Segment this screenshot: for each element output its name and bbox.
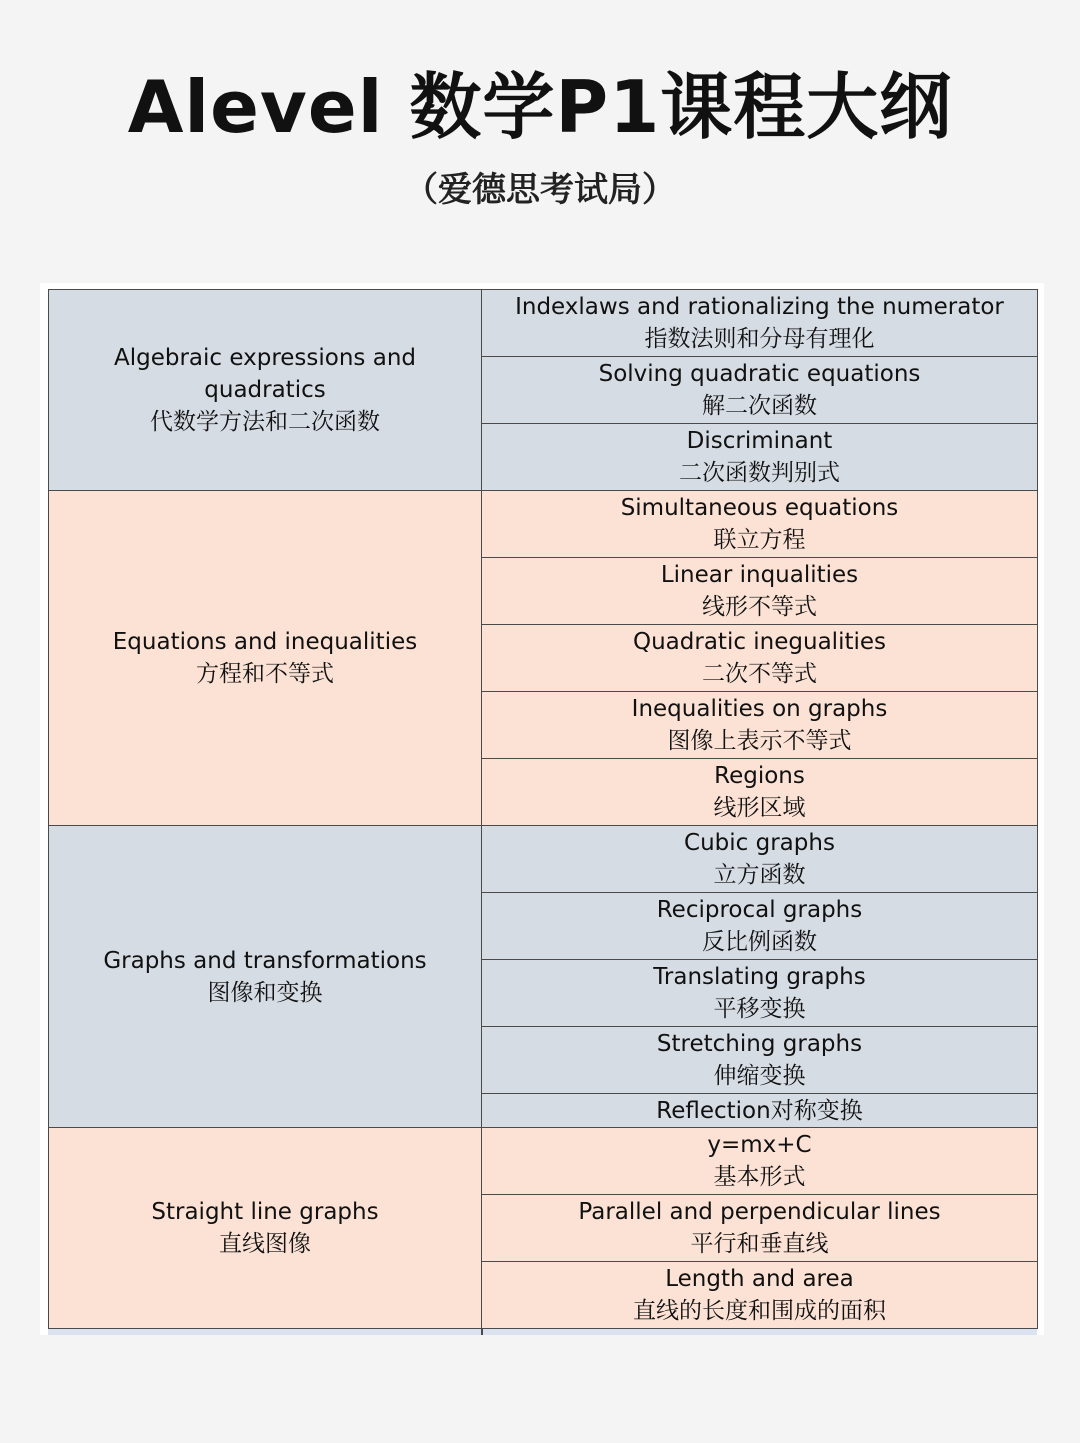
topic-en: Cubic graphs [684, 830, 835, 856]
table-row [49, 826, 1038, 893]
topic-en: Inequalities on graphs [631, 696, 888, 722]
topic-en: Indexlaws and rationalizing the numerator [515, 294, 1004, 320]
page-title: Alevel 数学P1课程大纲 [127, 65, 953, 149]
topic-cell [482, 1128, 1038, 1195]
topic-zh: 反比例函数 [702, 929, 817, 955]
topic-zh: 联立方程 [713, 527, 806, 553]
topic-cell [482, 1027, 1038, 1094]
table-row [49, 290, 1038, 357]
topic-cell [482, 759, 1038, 826]
section-title-en: Graphs and transformations [103, 947, 427, 974]
topic-cell [482, 960, 1038, 1027]
section-cell [49, 1128, 482, 1329]
topic-zh: 伸缩变换 [713, 1063, 806, 1089]
topic-en: Translating graphs [653, 964, 866, 990]
topic-en: Stretching graphs [656, 1031, 863, 1057]
topic-en: y=mx+C [707, 1132, 812, 1158]
section-title-zh: 直线图像 [219, 1231, 311, 1257]
topic-en: Length and area [665, 1266, 854, 1292]
table-row [49, 1128, 1038, 1195]
topic-cell [482, 893, 1038, 960]
topic-cell [482, 1195, 1038, 1262]
column-divider [481, 1329, 483, 1335]
topic-cell [482, 558, 1038, 625]
topic-cell [482, 1262, 1038, 1329]
topic-zh: 线形不等式 [702, 594, 817, 620]
page-subtitle: （爱德思考试局） [404, 170, 676, 210]
section-title-zh: 方程和不等式 [196, 661, 334, 687]
section-title-en: Straight line graphs [151, 1199, 379, 1225]
topic-en: Linear inqualities [660, 562, 859, 588]
topic-zh: 解二次函数 [702, 393, 817, 419]
syllabus-table [48, 289, 1038, 1329]
topic-zh: 立方函数 [713, 862, 806, 888]
topic-en: Simultaneous equations [620, 495, 899, 521]
topic-zh: 平行和垂直线 [690, 1231, 829, 1257]
section-title-zh: 代数学方法和二次函数 [150, 409, 380, 435]
topic-cell [482, 692, 1038, 759]
topic-cell [482, 826, 1038, 893]
next-row-edge [48, 1329, 1037, 1335]
topic-en: Reciprocal graphs [656, 897, 863, 923]
topic-en: Regions [714, 763, 805, 789]
topic-zh: 平移变换 [713, 996, 806, 1022]
topic-zh: 指数法则和分母有理化 [644, 326, 875, 352]
topic-cell [482, 625, 1038, 692]
topic-en: Solving quadratic equations [598, 361, 921, 387]
topic-zh: 二次函数判别式 [679, 460, 840, 486]
section-cell [49, 290, 482, 491]
topic-zh: 基本形式 [713, 1164, 806, 1190]
topic-zh: 图像上表示不等式 [667, 728, 852, 754]
section-title-en: Algebraic expressions and quadratics [114, 345, 416, 403]
topic-cell [482, 357, 1038, 424]
topic-en: Quadratic inegualities [633, 629, 886, 655]
topic-zh: 二次不等式 [702, 661, 817, 687]
table-row [49, 491, 1038, 558]
topic-cell [482, 491, 1038, 558]
topic-cell [482, 290, 1038, 357]
topic-zh: 线形区域 [713, 795, 806, 821]
topic-en: Reflection对称变换 [656, 1097, 863, 1124]
section-cell [49, 826, 482, 1128]
section-cell [49, 491, 482, 826]
section-title-en: Equations and inequalities [112, 629, 418, 655]
topic-en: Parallel and perpendicular lines [578, 1199, 941, 1225]
section-title-zh: 图像和变换 [207, 979, 323, 1006]
topic-cell [482, 1094, 1038, 1128]
topic-en: Discriminant [686, 428, 833, 454]
topic-zh: 直线的长度和围成的面积 [633, 1298, 886, 1324]
topic-cell [482, 424, 1038, 491]
